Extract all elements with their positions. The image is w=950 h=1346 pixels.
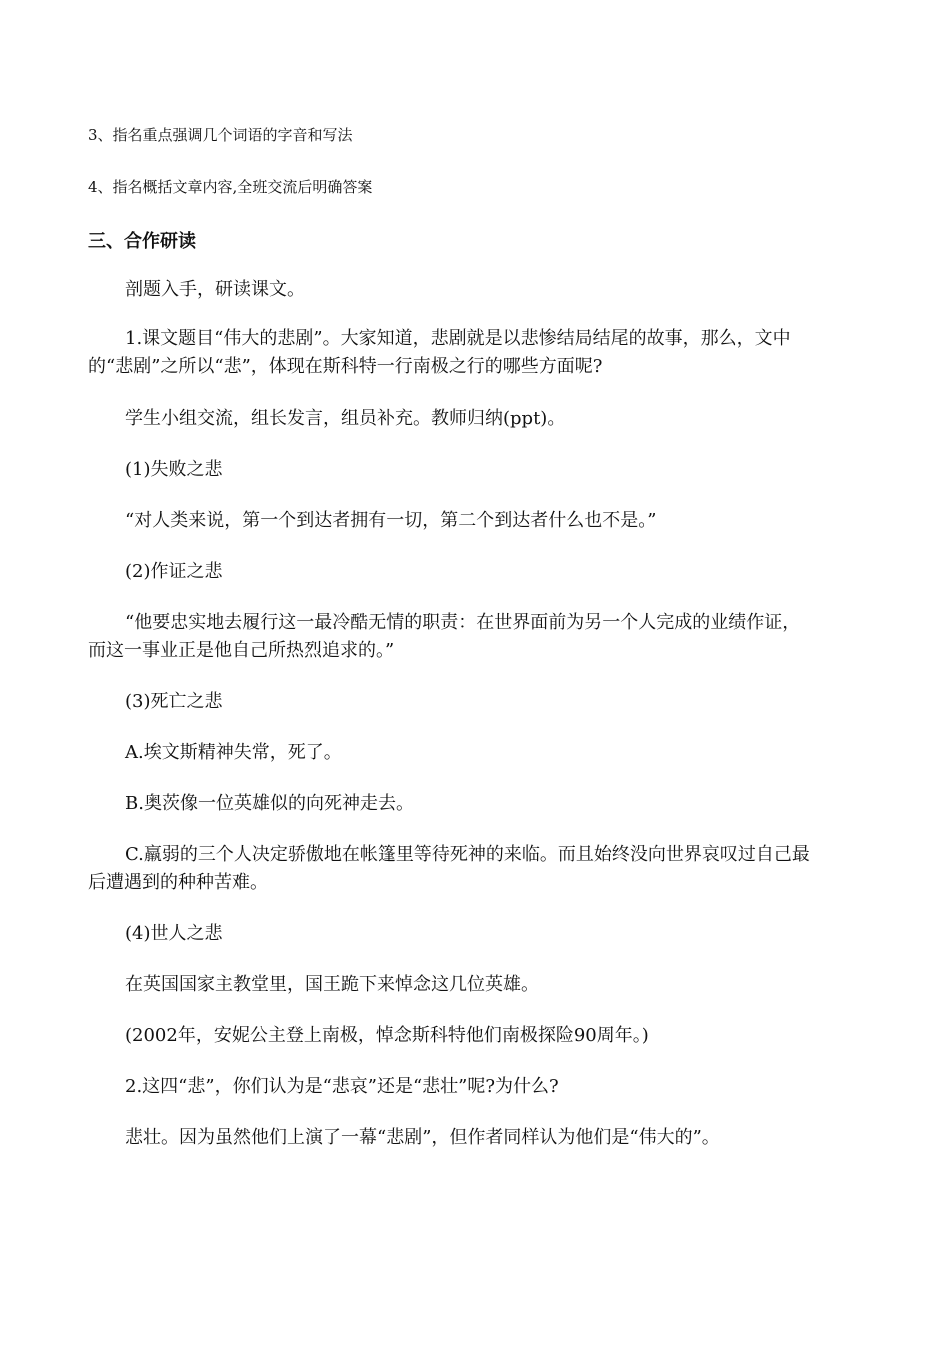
question-1-line-1: 1.课文题目“伟大的悲剧”。大家知道，悲剧就是以悲惨结局结尾的故事，那么，文中 — [125, 328, 791, 349]
point-3-item-b: B.奥茨像一位英雄似的向死神走去。 — [125, 793, 414, 814]
point-2-quote-line-2: 而这一事业正是他自己所热烈追求的。” — [88, 640, 395, 661]
question-1-line-2: 的“悲剧”之所以“悲”，体现在斯科特一行南极之行的哪些方面呢? — [88, 356, 603, 377]
point-3-item-c-line-1: C.羸弱的三个人决定骄傲地在帐篷里等待死神的来临。而且始终没向世界哀叹过自己最 — [125, 844, 810, 865]
point-4-note: (2002年，安妮公主登上南极，悼念斯科特他们南极探险90周年。) — [125, 1025, 649, 1046]
point-1-title: (1)失败之悲 — [125, 459, 223, 480]
question-2: 2.这四“悲”，你们认为是“悲哀”还是“悲壮”呢?为什么? — [125, 1076, 559, 1097]
group-summary: 学生小组交流，组长发言，组员补充。教师归纳(ppt)。 — [125, 408, 566, 429]
step-4-text: 4、指名概括文章内容,全班交流后明确答案 — [88, 178, 373, 196]
point-2-title: (2)作证之悲 — [125, 561, 223, 582]
step-3-text: 3、指名重点强调几个词语的字音和写法 — [88, 126, 353, 144]
point-3-item-a: A.埃文斯精神失常，死了。 — [125, 742, 342, 763]
point-1-quote: “对人类来说，第一个到达者拥有一切，第二个到达者什么也不是。” — [125, 510, 657, 531]
point-3-item-c-line-2: 后遭遇到的种种苦难。 — [88, 872, 268, 893]
intro-paragraph: 剖题入手，研读课文。 — [125, 279, 305, 300]
point-2-quote-line-1: “他要忠实地去履行这一最冷酷无情的职责：在世界面前为另一个人完成的业绩作证， — [125, 612, 801, 633]
point-4-title: (4)世人之悲 — [125, 923, 223, 944]
point-3-title: (3)死亡之悲 — [125, 691, 223, 712]
section-heading: 三、合作研读 — [88, 231, 196, 252]
question-2-answer: 悲壮。因为虽然他们上演了一幕“悲剧”，但作者同样认为他们是“伟大的”。 — [125, 1127, 720, 1148]
point-4-text: 在英国国家主教堂里，国王跪下来悼念这几位英雄。 — [125, 974, 539, 995]
